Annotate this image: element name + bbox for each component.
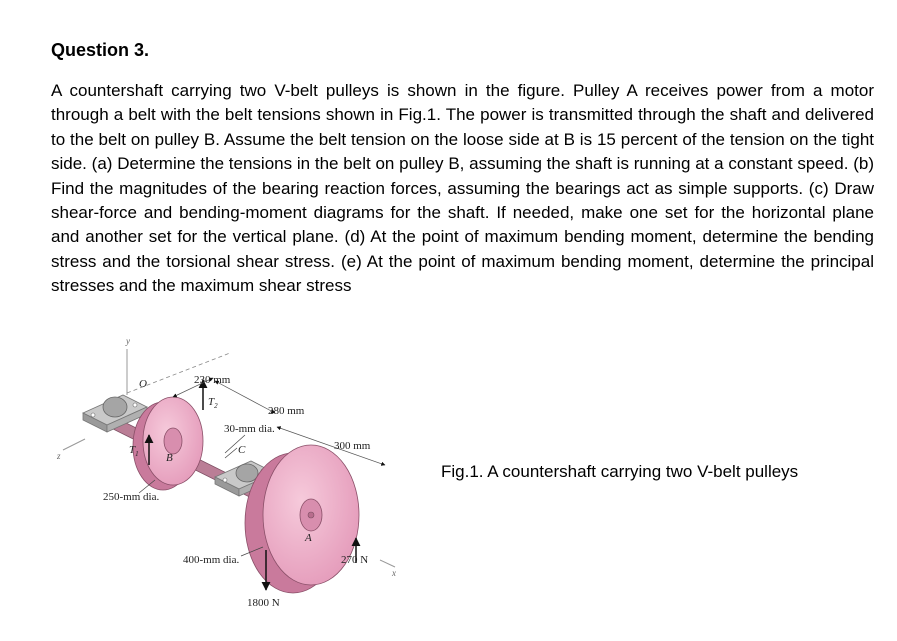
t1-label: $T_1$ — [129, 444, 139, 458]
pulley-a-dia-label: 400-mm dia. — [183, 554, 240, 566]
countershaft-figure — [55, 335, 425, 635]
dim-230-label: 230 mm — [194, 374, 231, 386]
pulley-b-dia-label: 250-mm dia. — [103, 491, 160, 503]
z-axis-label: z — [57, 451, 61, 461]
dim-280-label: 280 mm — [268, 405, 305, 417]
force-270-label: 270 N — [341, 554, 369, 566]
dim-300-label: 300 mm — [334, 440, 371, 452]
question-body: A countershaft carrying two V-belt pulleys is shown in the figure. Pulley A receives power from a motor through a belt with the belt tensions shown in Fig.1. The power is transmitted through the shaft and delivered to the belt on pulley B. Assume the belt tension on the loose side at B is 15 percent of the tension on the tight side. (a) Determine the tensions in the belt on pulley B, assuming the shaft is running at a constant speed. (b) Find the magnitudes of the bearing reaction forces, assuming the bearings act as simple supports. (c) Draw shear-force and bending-moment diagrams for the shaft. If needed, make one set for the horizontal plane and another set for the vertical plane. (d) At the point of maximum bending moment, determine the bending stress and the torsional shear stress. (e) At the point of maximum bending moment, determine the principal stresses and the maximum shear stress — [51, 81, 874, 296]
force-1800-label: 1800 N — [247, 597, 280, 609]
t2-label: $T_2$ — [208, 396, 218, 410]
dim-280-line — [215, 381, 275, 413]
x-axis-line — [380, 560, 395, 567]
figure-caption: Fig.1. A countershaft carrying two V-belt pulleys — [441, 462, 799, 481]
c-leader — [225, 448, 237, 458]
point-o-label: O — [139, 378, 147, 390]
z-axis-line — [63, 439, 85, 450]
shaft-dia-label: 30-mm dia. — [224, 423, 275, 435]
point-b-label: B — [166, 452, 173, 464]
point-a-label: A — [305, 532, 312, 544]
question-title: Question 3. — [51, 40, 150, 60]
point-c-label: C — [238, 444, 246, 456]
y-axis-label: y — [126, 336, 130, 346]
x-axis-label: x — [392, 568, 396, 578]
